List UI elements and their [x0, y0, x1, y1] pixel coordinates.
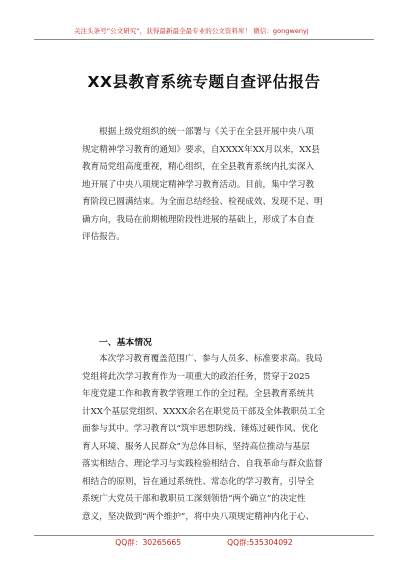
header-banner: [34, 10, 374, 40]
basic-line: 系统广大党员干部和教职员工深刻领悟“两个确立”的决定性: [82, 494, 306, 504]
header-banner-text: 关注头条号“公文研究”，获得最新最全最专业的公文资料库！ 微信：gongwenyj: [74, 27, 309, 35]
basic-situation-paragraph: [82, 351, 344, 526]
footer: [0, 537, 408, 548]
intro-line: 根据上级党组织的统一部署与《关于在全县开展中央八项: [99, 127, 314, 137]
intro-paragraph: [82, 124, 344, 247]
basic-line: 落实相结合、理论学习与实践检验相结合、自我革命与群众监督: [82, 459, 323, 469]
basic-line: 计XX个基层党组织、XXXX余名在职党员干部及全体教职员工全: [82, 406, 325, 417]
footer-qq-group-2: QQ群:535304092: [227, 538, 293, 547]
intro-line: 育阶段已圆满结束。为全面总结经验、检视成效、发现不足、明: [82, 197, 323, 207]
intro-line: 教育局党组高度重视，精心组织，在全县教育系统内扎实深入: [82, 162, 315, 172]
document-title: XX县教育系统专题自查评估报告: [87, 73, 321, 91]
intro-line: 规定精神学习教育的通知》要求，自XXXX年XX月以来，XX县: [82, 144, 321, 155]
basic-line: 意义，坚决做到“两个维护”，将中央八项规定精神内化于心、: [82, 511, 315, 522]
basic-line: 面参与其中。学习教育以“筑牢思想防线、锤炼过硬作风、优化: [82, 424, 319, 434]
basic-line: 育人环境、服务人民群众”为总体目标，坚持高位推动与基层: [82, 441, 310, 452]
basic-line: 本次学习教育覆盖范围广、参与人员多、标准要求高。我局: [99, 354, 323, 364]
section-heading-basic: 一、基本情况: [99, 338, 152, 348]
basic-line: 年度党建工作和教育教学管理工作的全过程。全县教育系统共: [82, 389, 315, 399]
basic-line: 相结合的原则，旨在通过系统性、常态化的学习教育，引导全: [82, 476, 315, 487]
intro-line: 确方向，我局在前期梳理阶段性进展的基础上，形成了本自查: [82, 214, 315, 225]
footer-qq-group-1: QQ群：30265665: [115, 538, 182, 547]
intro-line: 地开展了中央八项规定精神学习教育活动。目前，集中学习教: [82, 179, 315, 190]
intro-line: 评估报告。: [82, 232, 125, 242]
basic-line: 党组将此次学习教育作为一项重大的政治任务，贯穿于2025: [82, 371, 311, 382]
